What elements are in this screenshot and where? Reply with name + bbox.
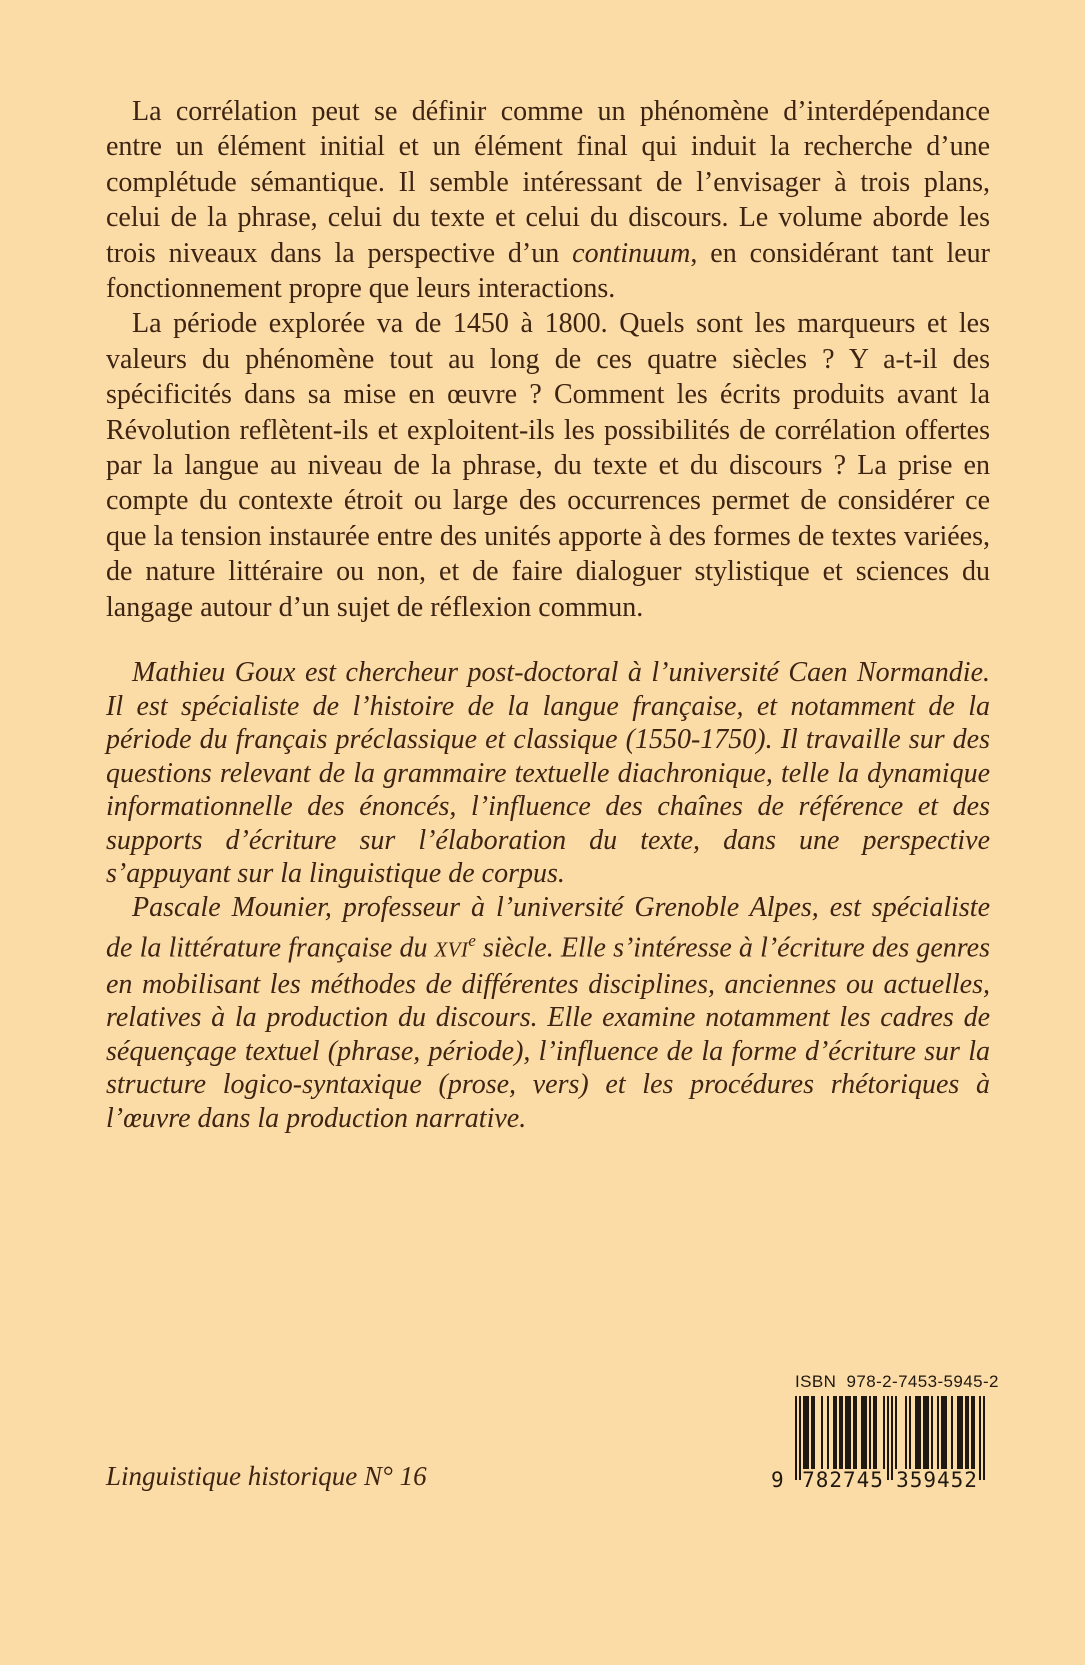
barcode-bar bbox=[807, 1396, 809, 1469]
barcode-bar bbox=[961, 1396, 963, 1469]
barcode-bar bbox=[945, 1396, 947, 1469]
barcode-bar bbox=[869, 1396, 871, 1469]
collection-label: Linguistique historique N° 16 bbox=[106, 1461, 427, 1491]
barcode-bar bbox=[951, 1396, 953, 1469]
barcode-bar bbox=[841, 1396, 843, 1469]
barcode-bar bbox=[795, 1396, 797, 1480]
isbn-block bbox=[771, 1372, 999, 1496]
ean-barcode bbox=[771, 1396, 985, 1496]
barcode-bar bbox=[927, 1396, 929, 1469]
barcode-digits-left-group: 782745 bbox=[802, 1468, 884, 1492]
isbn-number: ISBN 978-2-7453-5945-2 bbox=[795, 1372, 999, 1391]
century-superscript: e bbox=[468, 931, 476, 951]
barcode-digits-right-group: 359452 bbox=[896, 1468, 978, 1492]
barcode-bar bbox=[931, 1396, 933, 1469]
barcode-bar bbox=[865, 1396, 867, 1469]
paragraph-1 bbox=[106, 94, 990, 306]
barcode-bar bbox=[973, 1396, 975, 1469]
century-small-caps: XVI bbox=[434, 939, 469, 962]
barcode-bar bbox=[983, 1396, 985, 1480]
author-bios bbox=[106, 656, 990, 1135]
barcode-bar bbox=[875, 1396, 877, 1469]
barcode-bar bbox=[887, 1396, 889, 1480]
barcode-bar bbox=[905, 1396, 907, 1469]
barcode-bar bbox=[849, 1396, 851, 1469]
continuum-italic-word: continuum bbox=[572, 237, 691, 269]
barcode-bar bbox=[883, 1396, 885, 1469]
bio-mathieu-goux: Mathieu Goux est chercheur post-doctoral à l’université Caen Normandie. Il est spécialiste de l’histoire de la langue française, et notamment de la période du français préclassique et classique (1550-1750). Il travaille sur des questions relevant de la grammaire textuelle diachronique, telle la dynamique informationnelle des énoncés, l’influence des chaînes de référence et des supports d’écriture sur l’élaboration du texte, dans une perspective s’appuyant sur la linguistique de corpus. bbox=[106, 657, 990, 890]
barcode-bar bbox=[813, 1396, 815, 1469]
paragraph-1-text-b: , en considérant tant leur fonctionnement propre que leurs interactions. bbox=[106, 237, 990, 305]
bio-2-text-a: Pascale Mounier, professeur à l’université Grenoble Alpes, est spécialiste de la littérature française du bbox=[106, 891, 990, 964]
barcode-bar bbox=[835, 1396, 837, 1469]
barcode-bar bbox=[799, 1396, 801, 1480]
barcode-bar bbox=[919, 1396, 921, 1469]
back-cover-text bbox=[106, 94, 990, 1135]
barcode-bar bbox=[967, 1396, 969, 1469]
barcode-bar bbox=[937, 1396, 939, 1469]
bio-pascale-mounier bbox=[106, 891, 990, 1136]
bio-2-text-b: siècle. Elle s’intéresse à l’écriture des genres en mobilisant les méthodes de différentes disciplines, anciennes ou actuelles, relatives à la production du discours. Elle examine notamment les cadres de séquençage textuel (phrase, période), l’influence de la forme d’écriture sur la structure logico-syntaxique (prose, vers) et les procédures rhétoriques à l’œuvre dans la production narrative. bbox=[106, 932, 990, 1134]
barcode-bar bbox=[909, 1396, 911, 1469]
paragraph-2: La période explorée va de 1450 à 1800. Quels sont les marqueurs et les valeurs du phénomène tout au long de ces quatre siècles ? Y a-t-il des spécificités dans sa mise en œuvre ? Comment les écrits produits avant la Révolution reflètent-ils et exploitent-ils les possibilités de corrélation offertes par la langue au niveau de la phrase, du texte et du discours ? La prise en compte du contexte étroit ou large des occurrences permet de considérer ce que la tension instaurée entre des unités apporte à des formes de textes variées, de nature littéraire ou non, et de faire dialoguer stylistique et sciences du langage autour d’un sujet de réflexion commun. bbox=[106, 308, 990, 623]
barcode-bar bbox=[855, 1396, 857, 1469]
barcode-bar bbox=[979, 1396, 981, 1480]
barcode-bar bbox=[895, 1396, 897, 1469]
barcode-bar bbox=[821, 1396, 823, 1469]
paragraph-1-text-a: La corrélation peut se définir comme un phénomène d’interdépendance entre un élément initial et un élément final qui induit la recherche d’une complétude sémantique. Il semble intéressant de l’envisager à trois plans, celui de la phrase, celui du texte et celui du discours. Le volume aborde les trois niveaux dans la perspective d’un bbox=[106, 96, 990, 269]
barcode-digit-system: 9 bbox=[771, 1468, 784, 1492]
barcode-bar bbox=[891, 1396, 893, 1480]
barcode-bar bbox=[827, 1396, 829, 1469]
